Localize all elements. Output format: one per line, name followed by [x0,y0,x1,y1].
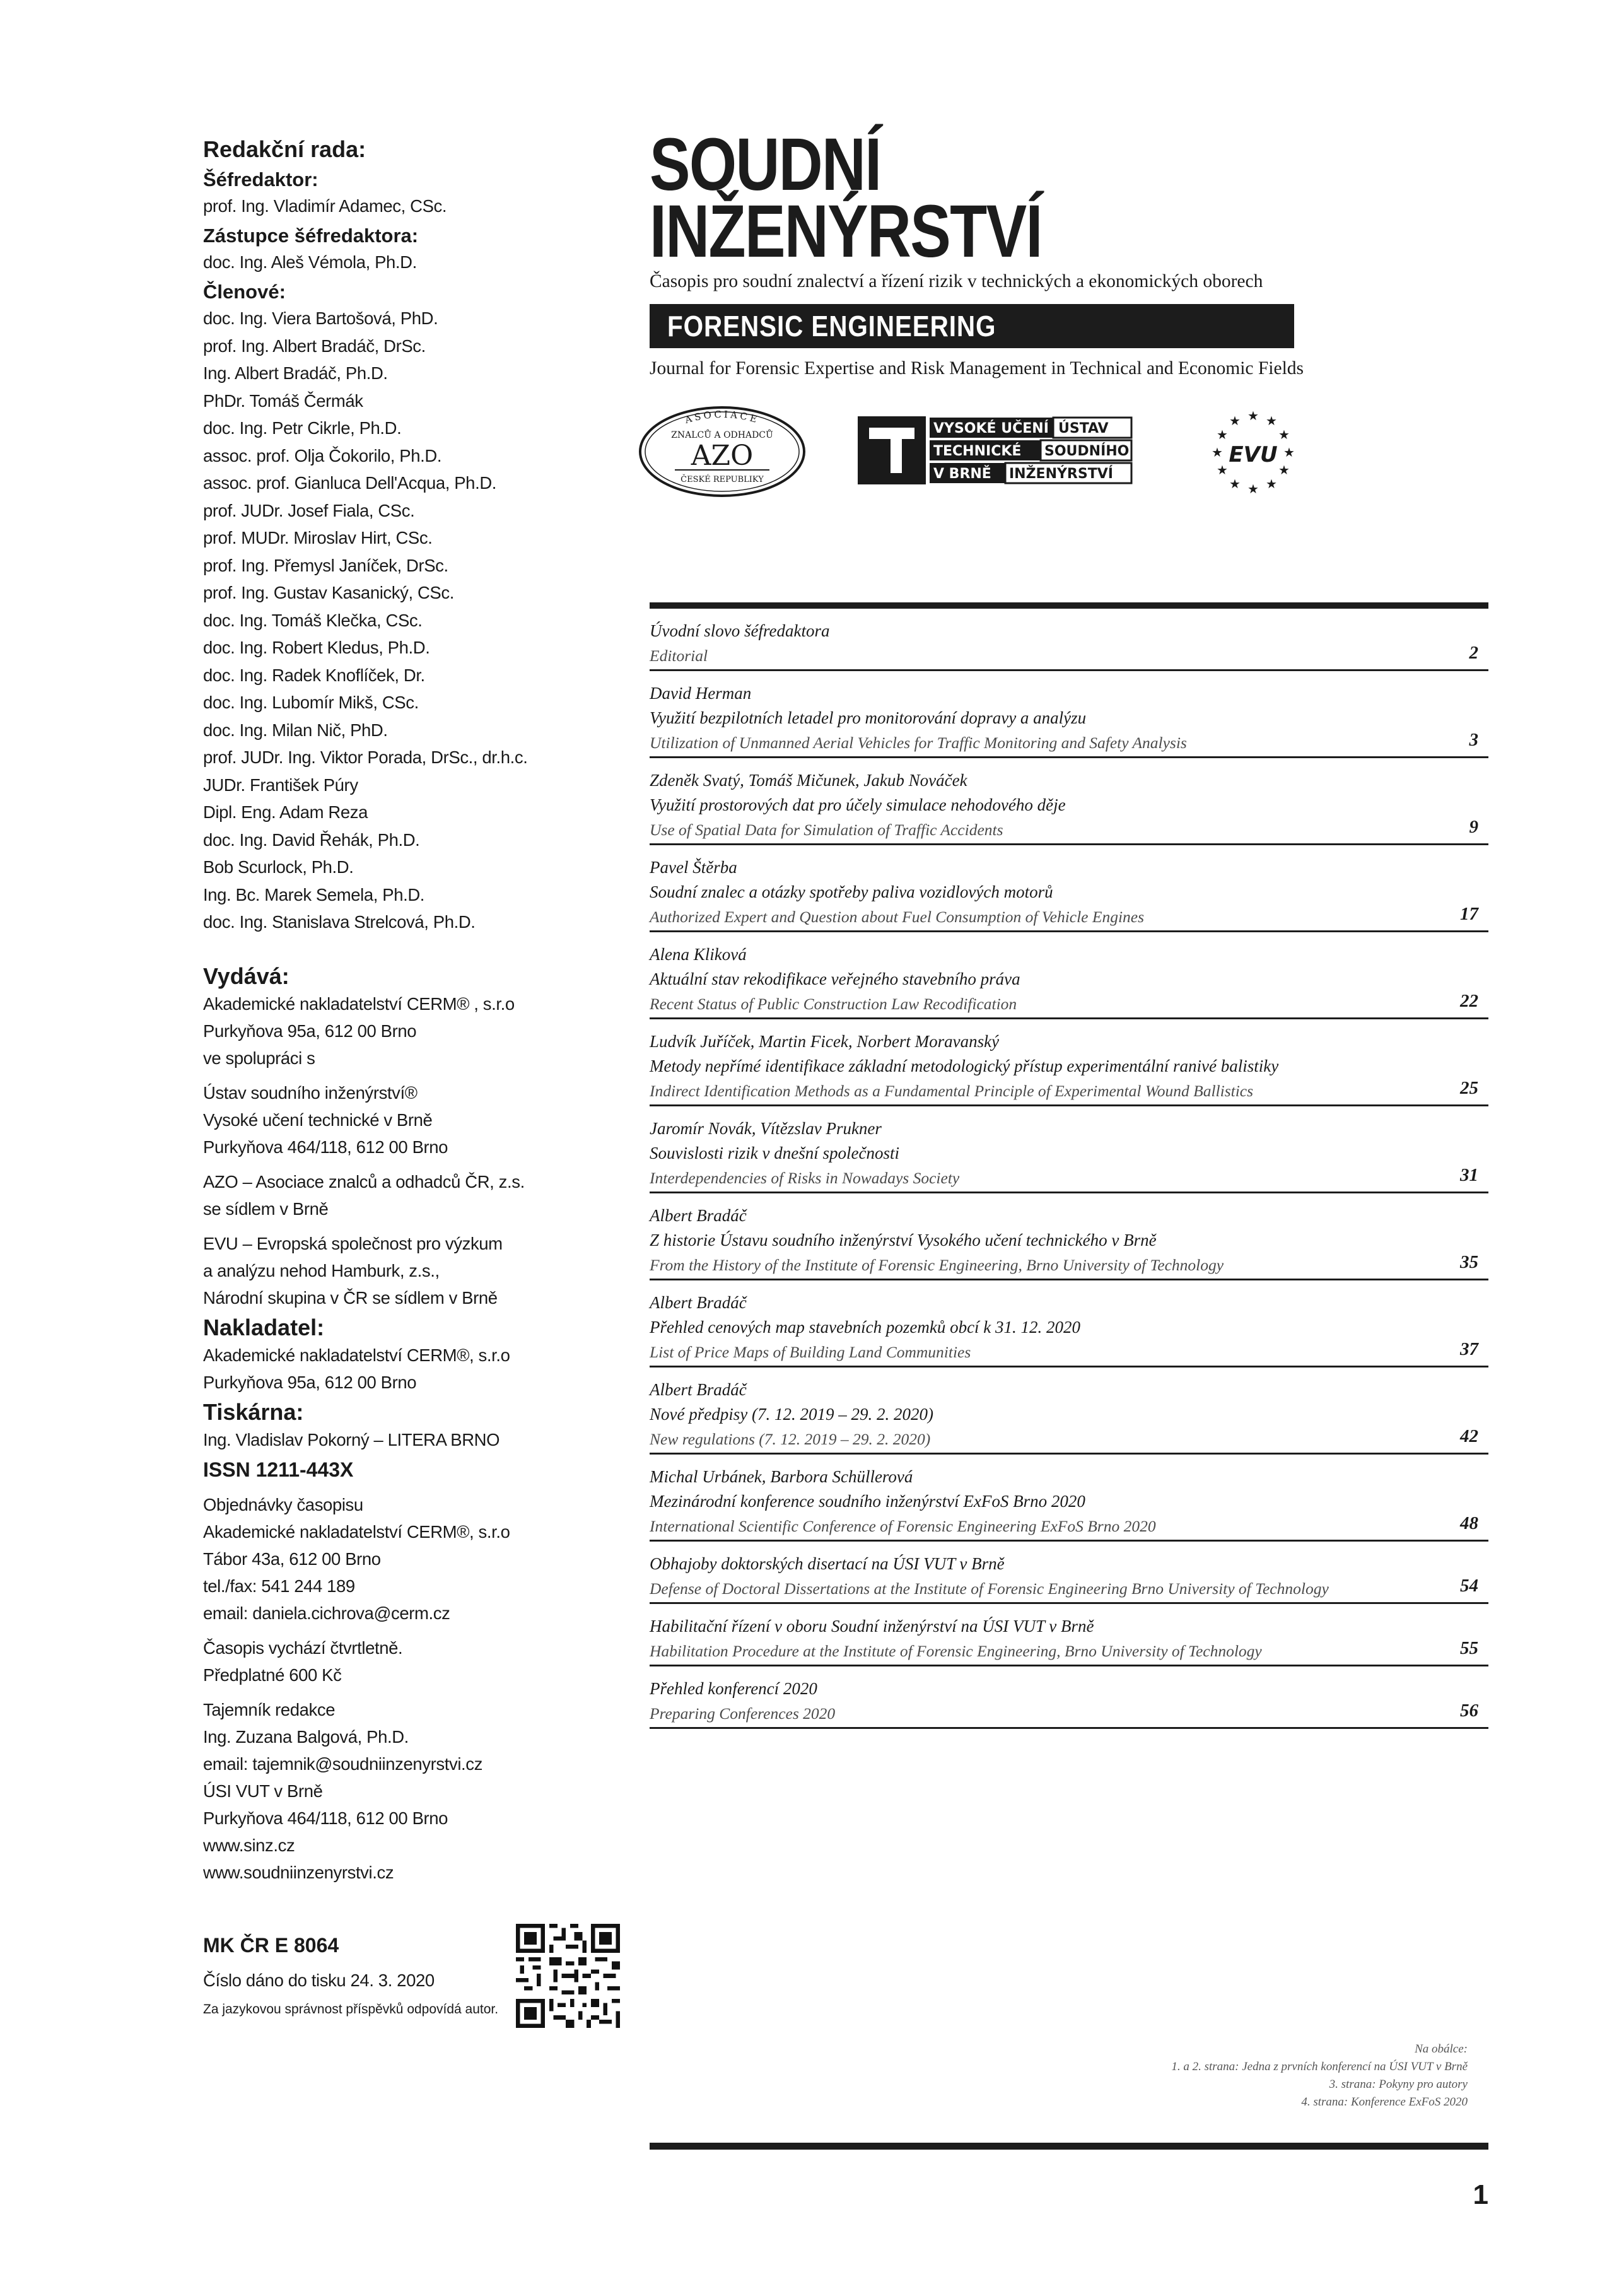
member: Bob Scurlock, Ph.D. [203,857,354,877]
toc-author: Ludvík Juříček, Martin Ficek, Norbert Moravanský [650,1032,1000,1051]
toc-page: 35 [1460,1252,1478,1272]
toc-entry[interactable] [650,758,1488,845]
board-heading: Redakční rada: [203,136,366,162]
toc-author: Albert Bradáč [650,1206,747,1225]
toc-entry[interactable] [650,1604,1488,1666]
toc-title-cz: Obhajoby doktorských disertací na ÚSI VUT v Brně [650,1554,1005,1573]
orders-line: Objednávky časopisu [203,1494,363,1514]
toc-title-cz: Aktuální stav rekodifikace veřejného stavebního práva [650,969,1020,988]
toc-author: Alena Kliková [650,945,747,964]
toc-title-cz: Soudní znalec a otázky spotřeby paliva vozidlových motorů [650,882,1053,901]
website-link[interactable]: www.sinz.cz [203,1835,295,1855]
svg-text:★: ★ [1283,445,1295,460]
cover-note-line: 3. strana: Pokyny pro autory [1329,2078,1468,2091]
printer-line: Ing. Vladislav Pokorný – LITERA BRNO [203,1429,500,1449]
member: prof. Ing. Albert Bradáč, DrSc. [203,336,426,356]
toc-top-rule [650,602,1488,609]
member: doc. Ing. Stanislava Strelcová, Ph.D. [203,912,476,932]
svg-text:V BRNĚ: V BRNĚ [933,466,991,482]
member: Ing. Bc. Marek Semela, Ph.D. [203,884,425,905]
toc-title-cz: Z historie Ústavu soudního inženýrství Vysokého učení technického v Brně [650,1231,1157,1250]
svg-text:★: ★ [1229,476,1241,491]
svg-text:★: ★ [1217,427,1228,442]
toc-entry[interactable] [650,1106,1488,1193]
svg-text:INŽENÝRSTVÍ: INŽENÝRSTVÍ [1009,466,1113,482]
toc-title-en: New regulations (7. 12. 2019 – 29. 2. 2020) [650,1430,931,1448]
publisher-line: Purkyňova 464/118, 612 00 Brno [203,1137,448,1157]
journal-subtitle-cz: Časopis pro soudní znalectví a řízení rizik v technických a ekonomických oborech [650,271,1263,291]
member: doc. Ing. David Řehák, Ph.D. [203,829,420,850]
page-number: 1 [1473,2179,1488,2210]
svg-text:★: ★ [1266,476,1277,491]
member: assoc. prof. Olja Čokorilo, Ph.D. [203,445,442,466]
toc-page: 42 [1460,1426,1478,1446]
toc-author: Albert Bradáč [650,1380,747,1399]
svg-text:EVU: EVU [1229,442,1278,467]
toc-entry[interactable] [650,1455,1488,1542]
frequency-line: Časopis vychází čtvrtletně. [203,1637,403,1658]
table-of-contents [650,602,1488,1729]
secretary-line: Purkyňova 464/118, 612 00 Brno [203,1808,448,1828]
toc-title-en: Defense of Doctoral Dissertations at the Institute of Forensic Engineering Brno University of Technology [650,1579,1329,1598]
toc-title-cz: Úvodní slovo šéfredaktora [650,621,830,640]
toc-title-cz: Nové předpisy (7. 12. 2019 – 29. 2. 2020) [650,1405,933,1424]
toc-page: 2 [1469,643,1478,663]
toc-title-cz: Mezinárodní konference soudního inženýrství ExFoS Brno 2020 [650,1492,1085,1511]
toc-page: 56 [1460,1701,1478,1721]
toc-title-en: Habilitation Procedure at the Institute of Forensic Engineering, Brno University of Technology [650,1642,1262,1660]
member: prof. Ing. Přemysl Janíček, DrSc. [203,555,448,575]
qr-code[interactable] [516,1924,620,2028]
publisher-line: se sídlem v Brně [203,1198,329,1219]
toc-title-cz: Využití bezpilotních letadel pro monitorování dopravy a analýzu [650,708,1087,727]
toc-title-en: Interdependencies of Risks in Nowadays Society [650,1169,960,1187]
editorial-column [203,136,556,2019]
toc-title-en: Use of Spatial Data for Simulation of Traffic Accidents [650,821,1003,839]
toc-title-en: Authorized Expert and Question about Fuel Consumption of Vehicle Engines [650,908,1145,926]
toc-author: Zdeněk Svatý, Tomáš Mičunek, Jakub Nováček [650,771,967,790]
orders-line: Akademické nakladatelství CERM®, s.r.o [203,1521,510,1542]
svg-text:ASOCIACE: ASOCIACE [683,408,761,426]
svg-text:SOUDNÍHO: SOUDNÍHO [1044,443,1130,459]
printer-heading: Tiskárna: [203,1398,304,1425]
journal-title-line1: SOUDNÍ [650,123,881,206]
publisher-line: Vysoké učení technické v Brně [203,1110,433,1130]
toc-page: 31 [1460,1165,1478,1185]
toc-page: 17 [1460,904,1478,924]
orders-email[interactable]: email: daniela.cichrova@cerm.cz [203,1603,450,1623]
publisher-line: ve spolupráci s [203,1048,315,1068]
publisher-line: Akademické nakladatelství CERM® , s.r.o [203,993,515,1014]
chief-name: prof. Ing. Vladimír Adamec, CSc. [203,196,447,216]
toc-title-en: Preparing Conferences 2020 [650,1704,836,1723]
toc-page: 9 [1469,817,1478,837]
cover-note [1171,2041,1468,2111]
member: doc. Ing. Petr Cikrle, Ph.D. [203,418,402,438]
publisher-line: AZO – Asociace znalců a odhadců ČR, z.s. [203,1171,525,1192]
toc-entry[interactable] [650,845,1488,932]
toc-entry-editorial[interactable] [650,609,1488,671]
vut-logo [858,416,1135,484]
publisher-heading: Vydává: [203,963,289,989]
svg-text:ÚSTAV: ÚSTAV [1058,421,1109,436]
publisher-line: Národní skupina v ČR se sídlem v Brně [203,1287,498,1308]
svg-text:★: ★ [1278,462,1290,477]
mk-registration: MK ČR E 8064 [203,1933,339,1957]
masthead [650,123,1304,381]
issuer-line: Akademické nakladatelství CERM®, s.r.o [203,1345,510,1365]
journal-subtitle-en: Journal for Forensic Expertise and Risk Management in Technical and Economic Fields [650,358,1304,378]
toc-title-en: International Scientific Conference of Forensic Engineering ExFoS Brno 2020 [650,1517,1156,1535]
member: doc. Ing. Lubomír Mikš, CSc. [203,693,419,712]
toc-entry[interactable] [650,1367,1488,1455]
toc-page: 25 [1460,1078,1478,1098]
secretary-line: Tajemník redakce [203,1699,336,1719]
cover-note-line: 4. strana: Konference ExFoS 2020 [1301,2095,1468,2109]
issuer-line: Purkyňova 95a, 612 00 Brno [203,1372,417,1392]
svg-text:AZO: AZO [691,440,754,472]
journal-title-line2: INŽENÝRSTVÍ [650,190,1042,273]
toc-title-en: Indirect Identification Methods as a Fundamental Principle of Experimental Wound Ballistics [650,1082,1254,1100]
toc-entry[interactable] [650,1666,1488,1729]
issuer-heading: Nakladatel: [203,1314,325,1340]
publisher-line: a analýzu nehod Hamburk, z.s., [203,1260,440,1280]
member: doc. Ing. Milan Nič, PhD. [203,720,388,740]
secretary-email[interactable]: email: tajemnik@soudniinzenyrstvi.cz [203,1754,482,1774]
toc-title-cz: Přehled konferencí 2020 [650,1679,817,1698]
member: JUDr. František Púry [203,775,358,795]
svg-text:★: ★ [1247,408,1259,423]
toc-page: 22 [1460,991,1478,1011]
member: prof. JUDr. Ing. Viktor Porada, DrSc., dr.h.c. [203,747,528,767]
toc-title-en: From the History of the Institute of Forensic Engineering, Brno University of Technology [650,1256,1224,1274]
print-date: Číslo dáno do tisku 24. 3. 2020 [203,1970,435,1990]
toc-entry[interactable] [650,1280,1488,1367]
evu-logo [1206,405,1300,500]
publisher-line: Purkyňova 95a, 612 00 Brno [203,1021,417,1041]
toc-entry[interactable] [650,1193,1488,1280]
toc-page: 3 [1469,730,1478,750]
toc-page: 55 [1460,1638,1478,1658]
member: Ing. Albert Bradáč, Ph.D. [203,363,388,383]
member: doc. Ing. Robert Kledus, Ph.D. [203,638,430,657]
toc-title-cz: Metody nepřímé identifikace základní metodologický přístup experimentální ranivé balistiky [650,1057,1279,1075]
member: doc. Ing. Viera Bartošová, PhD. [203,308,438,328]
member: doc. Ing. Radek Knoflíček, Dr. [203,665,425,685]
toc-entry[interactable] [650,1542,1488,1604]
member: Dipl. Eng. Adam Reza [203,802,368,822]
toc-title-cz: Souvislosti rizik v dnešní společnosti [650,1144,899,1162]
toc-title-en: Utilization of Unmanned Aerial Vehicles for Traffic Monitoring and Safety Analysis [650,734,1187,752]
toc-title-cz: Přehled cenových map stavebních pozemků obcí k 31. 12. 2020 [650,1318,1081,1337]
chief-label: Šéfredaktor: [203,168,318,190]
website-link[interactable]: www.soudniinzenyrstvi.cz [203,1862,394,1882]
svg-text:VYSOKÉ UČENÍ: VYSOKÉ UČENÍ [933,421,1049,436]
svg-text:TECHNICKÉ: TECHNICKÉ [933,443,1022,459]
svg-text:ČESKÉ REPUBLIKY: ČESKÉ REPUBLIKY [681,475,764,484]
svg-text:★: ★ [1247,481,1259,496]
toc-entry[interactable] [650,671,1488,758]
member: PhDr. Tomáš Čermák [203,390,363,411]
orders-line: Tábor 43a, 612 00 Brno [203,1549,381,1569]
toc-title-en: Recent Status of Public Construction Law Recodification [650,995,1017,1013]
toc-page: 54 [1460,1576,1478,1596]
secretary-line: Ing. Zuzana Balgová, Ph.D. [203,1726,409,1747]
svg-text:★: ★ [1217,462,1228,477]
svg-text:★: ★ [1278,427,1290,442]
toc-entry[interactable] [650,1019,1488,1106]
toc-author: Pavel Štěrba [650,858,737,877]
toc-author: Michal Urbánek, Barbora Schüllerová [650,1467,913,1486]
disclaimer: Za jazykovou správnost příspěvků odpovídá autor. [203,2001,499,2017]
svg-text:★: ★ [1266,413,1277,428]
members-label: Členové: [203,281,286,303]
toc-title-cz: Habilitační řízení v oboru Soudní inženýrství na ÚSI VUT v Brně [650,1617,1094,1636]
svg-text:ZNALCŮ A ODHADCŮ: ZNALCŮ A ODHADCŮ [671,430,773,440]
deputy-name: doc. Ing. Aleš Vémola, Ph.D. [203,252,417,272]
forensic-engineering-label: FORENSIC ENGINEERING [667,310,996,343]
orders-line: tel./fax: 541 244 189 [203,1576,355,1596]
member: prof. Ing. Gustav Kasanický, CSc. [203,583,454,602]
member: prof. JUDr. Josef Fiala, CSc. [203,500,415,520]
toc-author: Albert Bradáč [650,1293,747,1312]
svg-text:★: ★ [1229,413,1241,428]
issn: ISSN 1211-443X [203,1458,354,1481]
partner-logos [637,405,1306,506]
cover-note-line: Na obálce: [1415,2042,1468,2056]
frequency-line: Předplatné 600 Kč [203,1665,342,1685]
publisher-line: EVU – Evropská společnost pro výzkum [203,1233,503,1253]
member: doc. Ing. Tomáš Klečka, CSc. [203,610,423,630]
publisher-line: Ústav soudního inženýrství® [203,1082,418,1103]
member: prof. MUDr. Miroslav Hirt, CSc. [203,528,433,548]
forensic-engineering-bar [650,304,1294,348]
cover-note-line: 1. a 2. strana: Jedna z prvních konferencí na ÚSI VUT v Brně [1171,2060,1468,2073]
toc-author: David Herman [650,684,752,703]
azo-logo [637,405,807,498]
member: assoc. prof. Gianluca Dell'Acqua, Ph.D. [203,473,497,493]
bottom-rule [650,2143,1488,2150]
secretary-line: ÚSI VUT v Brně [203,1781,323,1801]
toc-title-cz: Využití prostorových dat pro účely simulace nehodového děje [650,795,1066,814]
toc-page: 48 [1460,1513,1478,1533]
toc-title-en: Editorial [650,647,708,665]
toc-entry[interactable] [650,932,1488,1019]
toc-author: Jaromír Novák, Vítězslav Prukner [650,1119,882,1138]
members-list [203,305,556,936]
toc-title-en: List of Price Maps of Building Land Communities [650,1343,971,1361]
toc-page: 37 [1460,1339,1478,1359]
deputy-label: Zástupce šéfredaktora: [203,225,419,247]
svg-text:★: ★ [1212,445,1223,460]
